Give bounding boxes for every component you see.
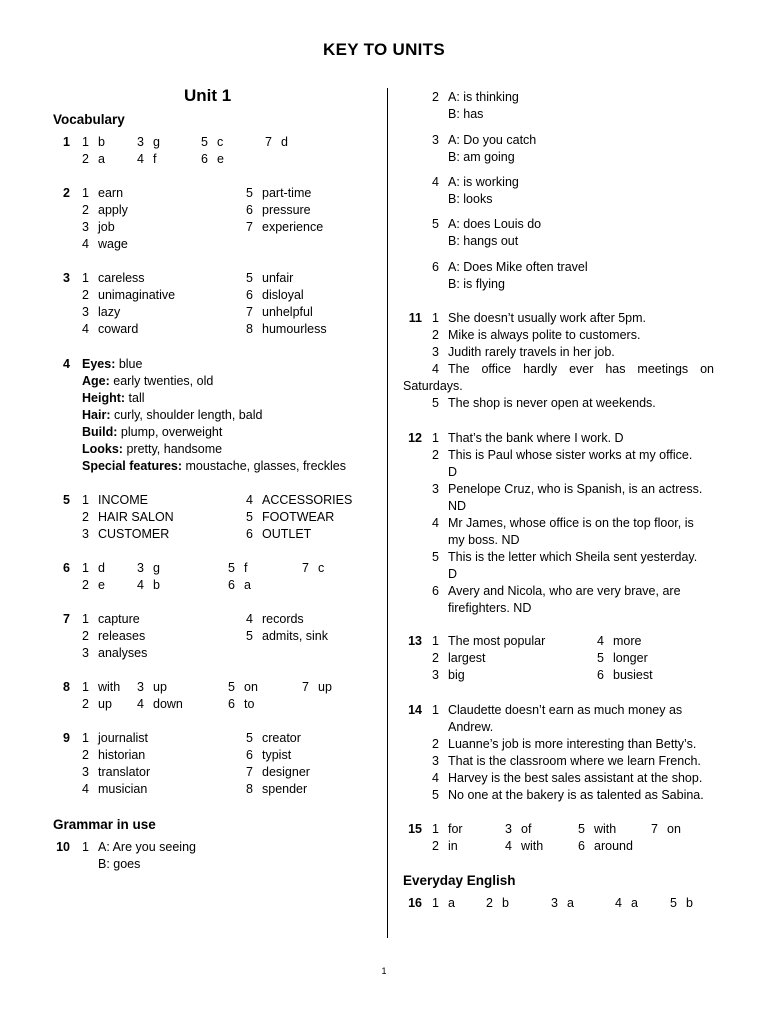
item-number: 6 xyxy=(228,578,235,592)
item-number: 2 xyxy=(432,448,439,462)
answer-line-b: B: goes xyxy=(98,857,141,871)
item-number: 4 xyxy=(615,896,622,910)
answer-text: Judith rarely travels in her job. xyxy=(448,345,615,359)
answer-text: a xyxy=(244,578,251,592)
answer-text: OUTLET xyxy=(262,527,312,541)
item-number: 4 xyxy=(597,634,604,648)
answer-text: She doesn’t usually work after 5pm. xyxy=(448,311,647,325)
answer-text: designer xyxy=(262,765,310,779)
item-number: 4 xyxy=(137,152,144,166)
answer-text: for xyxy=(448,822,463,836)
item-number: 7 xyxy=(265,135,272,149)
item-number: 7 xyxy=(651,822,658,836)
answer-line-b: B: hangs out xyxy=(448,234,519,248)
answer-text: e xyxy=(217,152,224,166)
description-label: Age: xyxy=(82,374,110,388)
answer-line-b: B: looks xyxy=(448,192,493,206)
item-number: 6 xyxy=(597,668,604,682)
answer-line-a: A: does Louis do xyxy=(448,217,542,231)
answer-text: creator xyxy=(262,731,301,745)
answer-text: on xyxy=(244,680,258,694)
item-number: 2 xyxy=(82,510,89,524)
item-number: 3 xyxy=(432,345,439,359)
answer-text: records xyxy=(262,612,304,626)
item-number: 6 xyxy=(246,748,253,762)
item-number: 2 xyxy=(432,651,439,665)
item-number: 6 xyxy=(246,527,253,541)
item-number: 6 xyxy=(246,288,253,302)
description-line xyxy=(82,441,222,458)
question-number: 15 xyxy=(408,822,422,836)
item-number: 5 xyxy=(246,271,253,285)
question-number: 8 xyxy=(63,680,70,694)
section-heading-vocabulary: Vocabulary xyxy=(53,112,125,127)
answer-text: The shop is never open at weekends. xyxy=(448,396,656,410)
answer-text: historian xyxy=(98,748,146,762)
question-number: 6 xyxy=(63,561,70,575)
description-text: moustache, glasses, freckles xyxy=(182,459,347,473)
item-number: 5 xyxy=(432,217,439,231)
answer-text: job xyxy=(98,220,115,234)
answer-text: Avery and Nicola, who are very brave, are xyxy=(448,584,681,598)
description-label: Height: xyxy=(82,391,126,405)
item-number: 3 xyxy=(432,668,439,682)
item-number: 4 xyxy=(137,578,144,592)
answer-text: around xyxy=(594,839,633,853)
item-number: 5 xyxy=(432,550,439,564)
answer-text: analyses xyxy=(98,646,148,660)
item-number: 3 xyxy=(82,220,89,234)
answer-text: unfair xyxy=(262,271,294,285)
answer-text: Mr James, whose office is on the top floor, is xyxy=(448,516,694,530)
answer-text: with xyxy=(98,680,121,694)
item-number: 4 xyxy=(82,322,89,336)
answer-line-a: A: is thinking xyxy=(448,90,519,104)
item-number: 8 xyxy=(246,782,253,796)
answer-text: experience xyxy=(262,220,324,234)
description-text: tall xyxy=(125,391,145,405)
answer-text: This is the letter which Sheila sent yesterday. xyxy=(448,550,698,564)
answer-text: journalist xyxy=(98,731,149,745)
answer-text: translator xyxy=(98,765,151,779)
item-number: 7 xyxy=(246,305,253,319)
item-number: 1 xyxy=(82,680,89,694)
item-number: 1 xyxy=(432,431,439,445)
item-number: 8 xyxy=(246,322,253,336)
item-number: 2 xyxy=(82,578,89,592)
answer-text: coward xyxy=(98,322,139,336)
item-number: 5 xyxy=(597,651,604,665)
answer-line-b: B: has xyxy=(448,107,484,121)
item-number: 3 xyxy=(505,822,512,836)
answer-text: Harvey is the best sales assistant at the shop. xyxy=(448,771,703,785)
question-number: 9 xyxy=(63,731,70,745)
answer-text: c xyxy=(318,561,325,575)
item-number: 5 xyxy=(246,731,253,745)
item-number: 2 xyxy=(432,90,439,104)
item-number: 2 xyxy=(432,737,439,751)
answer-text: of xyxy=(521,822,532,836)
item-number: 4 xyxy=(432,516,439,530)
item-number: 2 xyxy=(82,697,89,711)
item-number: 3 xyxy=(432,482,439,496)
description-label: Special features: xyxy=(82,459,183,473)
answer-text: up xyxy=(318,680,332,694)
answer-text: part-time xyxy=(262,186,312,200)
question-number: 1 xyxy=(63,135,70,149)
item-number: 3 xyxy=(82,765,89,779)
question-number: 16 xyxy=(408,896,422,910)
answer-text: lazy xyxy=(98,305,121,319)
item-number: 2 xyxy=(82,748,89,762)
item-number: 6 xyxy=(228,697,235,711)
answer-text: unimaginative xyxy=(98,288,176,302)
answer-text: down xyxy=(153,697,183,711)
answer-text: a xyxy=(448,896,455,910)
answer-text: This is Paul whose sister works at my office. xyxy=(448,448,693,462)
question-number: 11 xyxy=(408,311,422,325)
item-number: 5 xyxy=(246,510,253,524)
answer-text: apply xyxy=(98,203,128,217)
item-number: 1 xyxy=(82,561,89,575)
answer-text: Andrew. xyxy=(448,720,494,734)
answer-text: with xyxy=(594,822,617,836)
item-number: 4 xyxy=(246,612,253,626)
item-number: 2 xyxy=(486,896,493,910)
question-number: 7 xyxy=(63,612,70,626)
answer-text: wage xyxy=(98,237,128,251)
item-number: 4 xyxy=(82,782,89,796)
answer-text: more xyxy=(613,634,642,648)
item-number: 1 xyxy=(432,311,439,325)
answer-text: Mike is always polite to customers. xyxy=(448,328,641,342)
question-number: 4 xyxy=(63,357,70,371)
item-number: 5 xyxy=(432,788,439,802)
item-number: 2 xyxy=(82,629,89,643)
item-number: 3 xyxy=(137,135,144,149)
item-number: 4 xyxy=(432,771,439,785)
answer-text: largest xyxy=(448,651,486,665)
item-number: 6 xyxy=(201,152,208,166)
answer-text: FOOTWEAR xyxy=(262,510,335,524)
item-number: 6 xyxy=(432,584,439,598)
answer-text: CUSTOMER xyxy=(98,527,170,541)
answer-text: d xyxy=(281,135,288,149)
answer-text: HAIR SALON xyxy=(98,510,174,524)
answer-text: D xyxy=(448,465,458,479)
answer-line-b: B: am going xyxy=(448,150,515,164)
item-number: 5 xyxy=(432,396,439,410)
item-number: 4 xyxy=(82,237,89,251)
item-number: 4 xyxy=(505,839,512,853)
answer-text: on xyxy=(667,822,681,836)
question-number: 12 xyxy=(408,431,422,445)
answer-text: Luanne’s job is more interesting than Betty’s. xyxy=(448,737,697,751)
item-number: 5 xyxy=(670,896,677,910)
answer-text: typist xyxy=(262,748,292,762)
column-divider xyxy=(387,88,388,938)
item-number: 1 xyxy=(82,840,89,854)
description-text: blue xyxy=(115,357,143,371)
description-text: pretty, handsome xyxy=(122,442,223,456)
item-number: 5 xyxy=(201,135,208,149)
item-number: 2 xyxy=(432,328,439,342)
answer-text: disloyal xyxy=(262,288,304,302)
item-number: 3 xyxy=(82,305,89,319)
answer-text: Claudette doesn’t earn as much money as xyxy=(448,703,683,717)
item-number: 7 xyxy=(246,220,253,234)
item-number: 1 xyxy=(82,612,89,626)
answer-line-a: A: Are you seeing xyxy=(98,840,196,854)
answer-line-b: B: is flying xyxy=(448,277,505,291)
answer-text: firefighters. ND xyxy=(448,601,532,615)
answer-text: musician xyxy=(98,782,148,796)
item-number: 1 xyxy=(432,896,439,910)
description-line xyxy=(82,424,222,441)
item-number: 3 xyxy=(137,561,144,575)
item-number: 1 xyxy=(82,271,89,285)
description-label: Build: xyxy=(82,425,118,439)
answer-text: The most popular xyxy=(448,634,546,648)
answer-line-a: A: Do you catch xyxy=(448,133,537,147)
description-line xyxy=(82,407,262,424)
answer-text: a xyxy=(631,896,638,910)
answer-text: releases xyxy=(98,629,146,643)
answer-text: b xyxy=(686,896,693,910)
answer-text: up xyxy=(153,680,167,694)
question-number: 5 xyxy=(63,493,70,507)
answer-line-a: A: Does Mike often travel xyxy=(448,260,588,274)
item-number: 5 xyxy=(246,186,253,200)
answer-text: ND xyxy=(448,499,467,513)
description-label: Looks: xyxy=(82,442,123,456)
answer-text: with xyxy=(521,839,544,853)
answer-text: That is the classroom where we learn French. xyxy=(448,754,701,768)
description-line xyxy=(82,373,213,390)
answer-text: longer xyxy=(613,651,648,665)
item-number: 1 xyxy=(82,135,89,149)
item-number: 4 xyxy=(432,362,439,376)
answer-text: to xyxy=(244,697,255,711)
answer-text: earn xyxy=(98,186,124,200)
page-title: KEY TO UNITS xyxy=(323,40,445,59)
description-line xyxy=(82,356,142,373)
answer-text: f xyxy=(244,561,248,575)
item-number: 1 xyxy=(82,731,89,745)
description-line xyxy=(82,390,145,407)
answer-text: D xyxy=(448,567,458,581)
answer-text: a xyxy=(98,152,105,166)
page-number: 1 xyxy=(381,966,387,976)
item-number: 2 xyxy=(82,203,89,217)
answer-text: pressure xyxy=(262,203,311,217)
answer-text: No one at the bakery is as talented as Sabina. xyxy=(448,788,704,802)
question-number: 3 xyxy=(63,271,70,285)
item-number: 5 xyxy=(578,822,585,836)
answer-text: capture xyxy=(98,612,140,626)
item-number: 1 xyxy=(432,822,439,836)
answer-text: Penelope Cruz, who is Spanish, is an actress. xyxy=(448,482,703,496)
answer-text: ACCESSORIES xyxy=(262,493,353,507)
answer-text: The office hardly ever has meetings on xyxy=(448,362,714,376)
description-line xyxy=(82,458,346,475)
item-number: 3 xyxy=(432,754,439,768)
description-label: Eyes: xyxy=(82,357,116,371)
section-heading-grammar: Grammar in use xyxy=(53,817,156,832)
answer-text: a xyxy=(567,896,574,910)
item-number: 6 xyxy=(246,203,253,217)
question-number: 2 xyxy=(63,186,70,200)
item-number: 4 xyxy=(432,175,439,189)
item-number: 3 xyxy=(432,133,439,147)
answer-text: admits, sink xyxy=(262,629,328,643)
item-number: 7 xyxy=(246,765,253,779)
item-number: 4 xyxy=(246,493,253,507)
answer-text: d xyxy=(98,561,105,575)
answer-text: up xyxy=(98,697,112,711)
item-number: 7 xyxy=(302,680,309,694)
item-number: 5 xyxy=(228,680,235,694)
answer-text: careless xyxy=(98,271,145,285)
item-number: 2 xyxy=(82,288,89,302)
answer-text: b xyxy=(502,896,509,910)
answer-text: unhelpful xyxy=(262,305,313,319)
answer-text: spender xyxy=(262,782,308,796)
item-number: 2 xyxy=(432,839,439,853)
item-number: 7 xyxy=(302,561,309,575)
answer-text: c xyxy=(217,135,224,149)
answer-text: humourless xyxy=(262,322,327,336)
item-number: 4 xyxy=(137,697,144,711)
item-number: 1 xyxy=(432,703,439,717)
answer-text: f xyxy=(153,152,157,166)
item-number: 3 xyxy=(82,527,89,541)
question-number: 13 xyxy=(408,634,422,648)
answer-line-a: A: is working xyxy=(448,175,519,189)
question-number: 14 xyxy=(408,703,422,717)
section-heading-everyday-english: Everyday English xyxy=(403,873,516,888)
question-number: 10 xyxy=(56,840,70,854)
answer-text: my boss. ND xyxy=(448,533,520,547)
item-number: 1 xyxy=(432,634,439,648)
answer-text: busiest xyxy=(613,668,653,682)
description-text: curly, shoulder length, bald xyxy=(110,408,263,422)
answer-text: INCOME xyxy=(98,493,148,507)
item-number: 6 xyxy=(578,839,585,853)
answer-text: big xyxy=(448,668,465,682)
item-number: 5 xyxy=(246,629,253,643)
item-number: 3 xyxy=(551,896,558,910)
item-number: 1 xyxy=(82,186,89,200)
unit-title: Unit 1 xyxy=(184,86,232,105)
item-number: 6 xyxy=(432,260,439,274)
answer-text: e xyxy=(98,578,105,592)
item-number: 2 xyxy=(82,152,89,166)
answer-text: b xyxy=(98,135,105,149)
description-text: early twenties, old xyxy=(109,374,214,388)
description-text: plump, overweight xyxy=(117,425,223,439)
answer-text: g xyxy=(153,561,160,575)
answer-text: b xyxy=(153,578,160,592)
answer-text: Saturdays. xyxy=(403,379,463,393)
answer-text: in xyxy=(448,839,458,853)
answer-text: g xyxy=(153,135,160,149)
item-number: 3 xyxy=(82,646,89,660)
description-label: Hair: xyxy=(82,408,111,422)
item-number: 3 xyxy=(137,680,144,694)
answer-text: That’s the bank where I work. D xyxy=(448,431,624,445)
item-number: 5 xyxy=(228,561,235,575)
item-number: 1 xyxy=(82,493,89,507)
